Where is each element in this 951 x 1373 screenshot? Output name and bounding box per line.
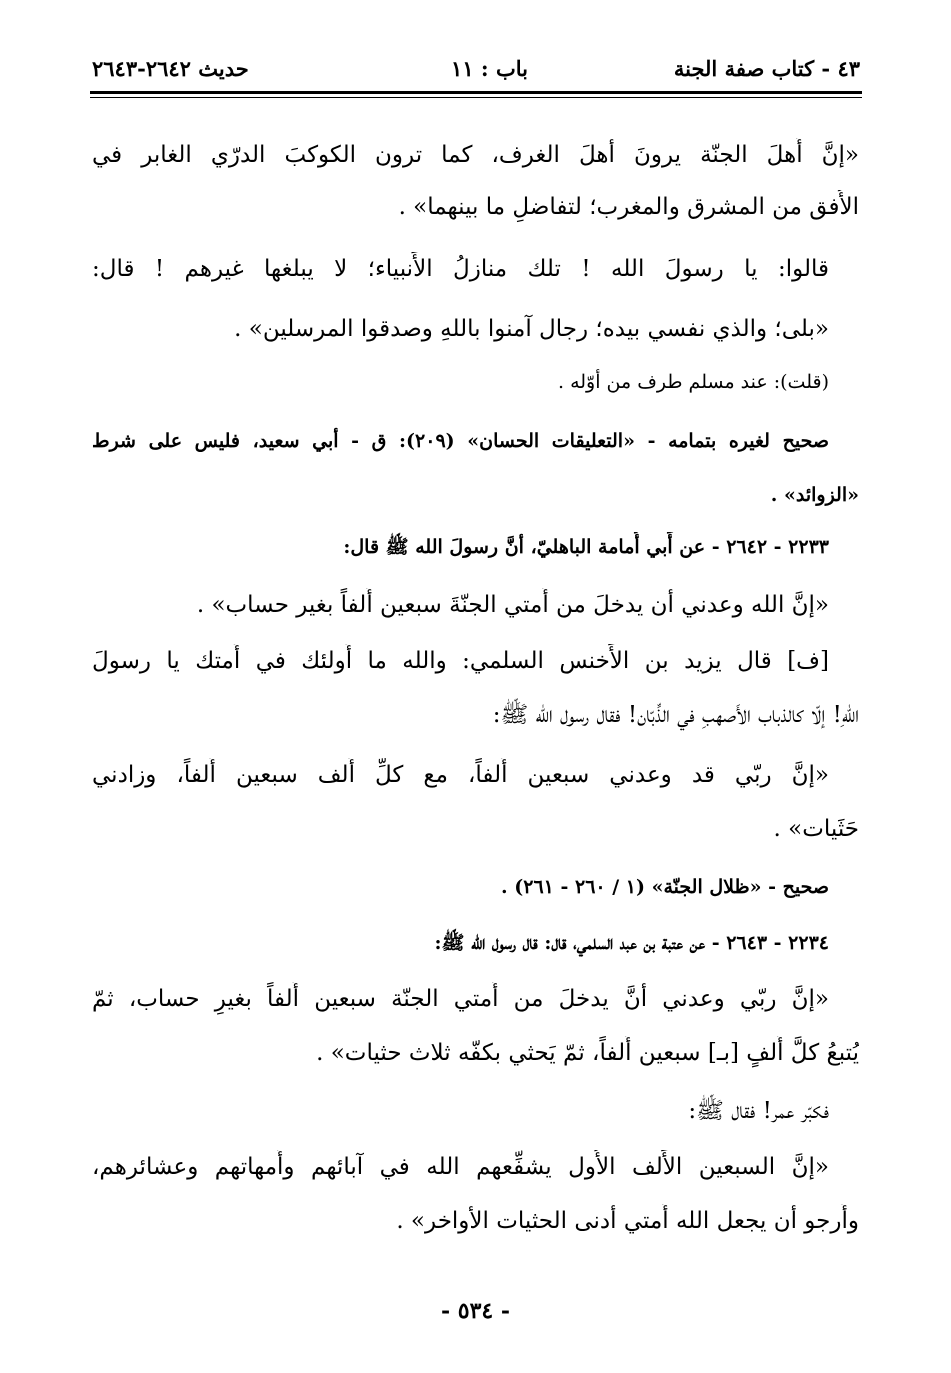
text-line: «إنَّ أَهلَ الجنّة يرونَ أهلَ الغرف، كما ترون الكوكبَ الدرّي الغابر في [92,142,859,168]
hadith-heading: ٢٢٣٣ - ٢٦٤٢ - عن أَبي أُمامة الباهليّ، أنَّ رسولَ الله ﷺ قال: [343,536,829,558]
text-line: فكبّر عمر! فقال ﷺ: [688,1098,829,1124]
grading-line: صحيح - «ظلال الجنّة» (١ / ٢٦٠ - ٢٦١) . [501,876,829,898]
text-line: [ف] قال يزيد بن الأَخنس السلمي: والله ما أُولئك في أُمتك يا رسولَ [92,648,829,674]
text-line: «بلى؛ والذي نفسي بيده؛ رجال آمنوا باللهِ وصدقوا المرسلين» . [234,316,829,342]
running-header [92,50,860,92]
text-line: (قلت): عند مسلم طرف من أوّله . [557,371,829,393]
text-line: يُتبعُ كلَّ أَلفٍ [بـ] سبعين أَلفاً، ثمّ يَحثي بكفّه ثلاث حثيات» . [316,1040,859,1066]
text-line: اللهِ! إلّا كالذباب الأَصهبِ في الذِّبّان! فقال رسول الله ﷺ: [492,702,859,728]
text-line: وأَرجو أن يجعل الله أُمتي أدنى الحثيات الأواخر» . [396,1208,859,1234]
header-rule-thin [90,97,862,98]
header-chapter: باب : ١١ [451,56,528,81]
hadith-heading: ٢٢٣٤ - ٢٦٤٣ - عن عتبة بن عبد السلمي، قال: قال رسول الله ﷺ: [434,932,829,954]
text-line: «إنَّ ربّي وعدني أنَّ يدخلَ من أُمتي الجنّة سبعين أَلفاً بغيرِ حساب، ثمّ [92,986,829,1012]
text-line: قالوا: يا رسولَ الله ! تلك منازلُ الأَنبياء؛ لا يبلغها غيرهم ! قال: [92,256,829,282]
text-line: «إنَّ السبعين الأَلف الأُول يشفِّعهم الله في آبائهم وأُمهاتهم وعشائرهم، [92,1154,829,1180]
text-line: «إنَّ ربّي قد وعدني سبعين أَلفاً، مع كلِّ أَلف سبعين أَلفاً، وزادني [92,762,829,788]
text-line: الأُفق من المشرق والمغرب؛ لتفاضلِ ما بينهما» . [398,194,859,220]
grading-line: صحيح لغيره بتمامه - «التعليقات الحسان» (٢٠٩): ق - أبي سعيد، فليس على شرط [92,430,829,452]
grading-line: «الزوائد» . [770,484,859,506]
text-line: «إنَّ الله وعدني أن يدخلَ من أُمتي الجنّةَ سبعين أَلفاً بغير حساب» . [196,592,829,618]
header-hadith-range: حديث ٢٦٤٢-٢٦٤٣ [92,56,249,81]
header-rule-thick [90,91,862,94]
page-number: - ٥٣٤ - [440,1298,511,1324]
header-book-title: ٤٣ - كتاب صفة الجنة [673,56,860,81]
text-line: حَثَيات» . [773,816,859,842]
